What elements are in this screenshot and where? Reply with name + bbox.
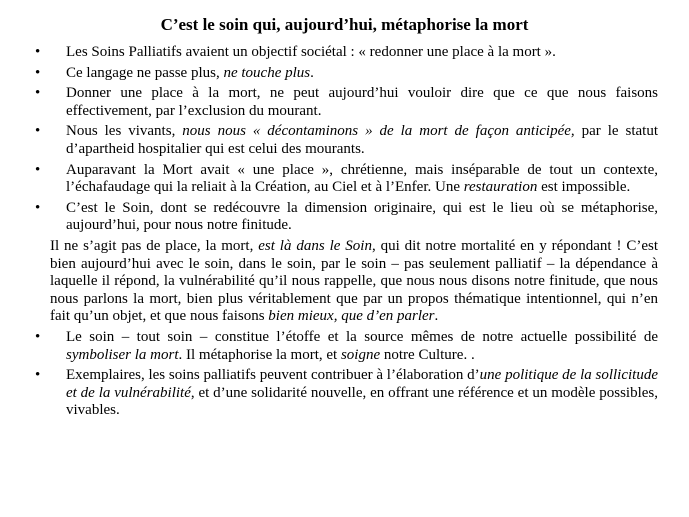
body-paragraph — [30, 238, 658, 326]
bullet-item-7 — [30, 329, 658, 364]
bullet-emphasis: nous nous « décontaminons » de la mort de façon anticipée, — [182, 123, 575, 140]
bullet-text: Nous les vivants, — [66, 123, 183, 140]
paragraph-emphasis: est là dans le Soin — [258, 237, 372, 254]
bullet-text: Ce langage ne passe plus, — [66, 64, 224, 81]
bullet-dot-icon: • — [35, 328, 41, 345]
paragraph-text: , qui dit notre mortalité en y répondant ! C’est bien aujourd’hui avec le soin, dans le soin, par le soin – pas seulement palliatif – la dépendance à laquelle il répond, la vulnérabilité qu’il nous rappelle, que nous nous disons notre finitude, que nous nous parlons la mort, bien plus véritablement que par un propos thématique intentionnel, qui n’en fait qu’un objet, et que nous faisons — [50, 237, 658, 325]
bullet-dot-icon: • — [35, 44, 41, 60]
bullet-text: . Il métaphorise la mort, et — [178, 346, 341, 363]
bullet-item-1 — [30, 44, 658, 62]
paragraph-text: . — [434, 308, 439, 325]
bullet-dot-icon: • — [35, 161, 41, 178]
bullet-text: est impossible. — [537, 179, 631, 196]
bullet-emphasis: ne touche plus — [223, 64, 311, 81]
bullet-item-3 — [30, 85, 658, 120]
bullet-dot-icon: • — [35, 199, 41, 216]
bullet-text: C’est le Soin, dont se redécouvre la dimension originaire, qui est le lieu où se métaphorise, aujourd’hui, pour nous notre finitude. — [66, 199, 658, 234]
bullet-text: Le soin – tout soin – constitue l’étoffe et la source mêmes de notre actuelle possibilité de — [66, 328, 658, 345]
bullet-dot-icon: • — [35, 123, 41, 140]
bullet-item-8 — [30, 367, 658, 420]
bullet-text: Exemplaires, les soins palliatifs peuvent contribuer à l’élaboration d’ — [66, 367, 480, 384]
bullet-text: Les Soins Palliatifs avaient un objectif sociétal : « redonner une place à la mort ». — [66, 44, 556, 60]
bullet-text: Donner une place à la mort, ne peut aujourd’hui vouloir dire que ce que nous faisons effectivement, par l’exclusion du mourant. — [66, 85, 658, 119]
bullet-emphasis: symboliser la mort — [66, 346, 179, 363]
slide-title: C’est le soin qui, aujourd’hui, métaphorise la mort — [160, 15, 529, 34]
bullet-text: . — [310, 64, 314, 81]
bullet-text: notre Culture. . — [380, 346, 475, 363]
bullet-item-5 — [30, 162, 658, 197]
bullet-item-2 — [30, 65, 658, 83]
bullet-item-4 — [30, 123, 658, 158]
bullet-text: , et d’une solidarité nouvelle, en offrant une référence et un modèle possibles, vivables. — [66, 384, 658, 419]
bullet-emphasis: restauration — [463, 179, 538, 196]
bullet-dot-icon: • — [35, 367, 41, 384]
bullet-text: par le statut d’apartheid hospitalier qui est celui des mourants. — [66, 123, 659, 157]
paragraph-text: Il ne s’agit pas de place, la mort, — [50, 237, 259, 254]
bullet-list — [30, 44, 658, 423]
bullet-emphasis: une politique de la sollicitude et de la vulnérabilité — [66, 367, 658, 401]
bullet-dot-icon: • — [35, 85, 41, 102]
bullet-emphasis: soigne — [340, 346, 381, 363]
bullet-text: Auparavant la Mort avait « une place », chrétienne, mais inséparable de tout un contexte, l’échafaudage qui la reliait à la Création, au Ciel et à l’Enfer. Une — [66, 161, 658, 196]
paragraph-emphasis: bien mieux, que d’en parler — [268, 308, 435, 325]
bullet-item-6 — [30, 200, 658, 235]
bullet-dot-icon: • — [35, 64, 41, 81]
